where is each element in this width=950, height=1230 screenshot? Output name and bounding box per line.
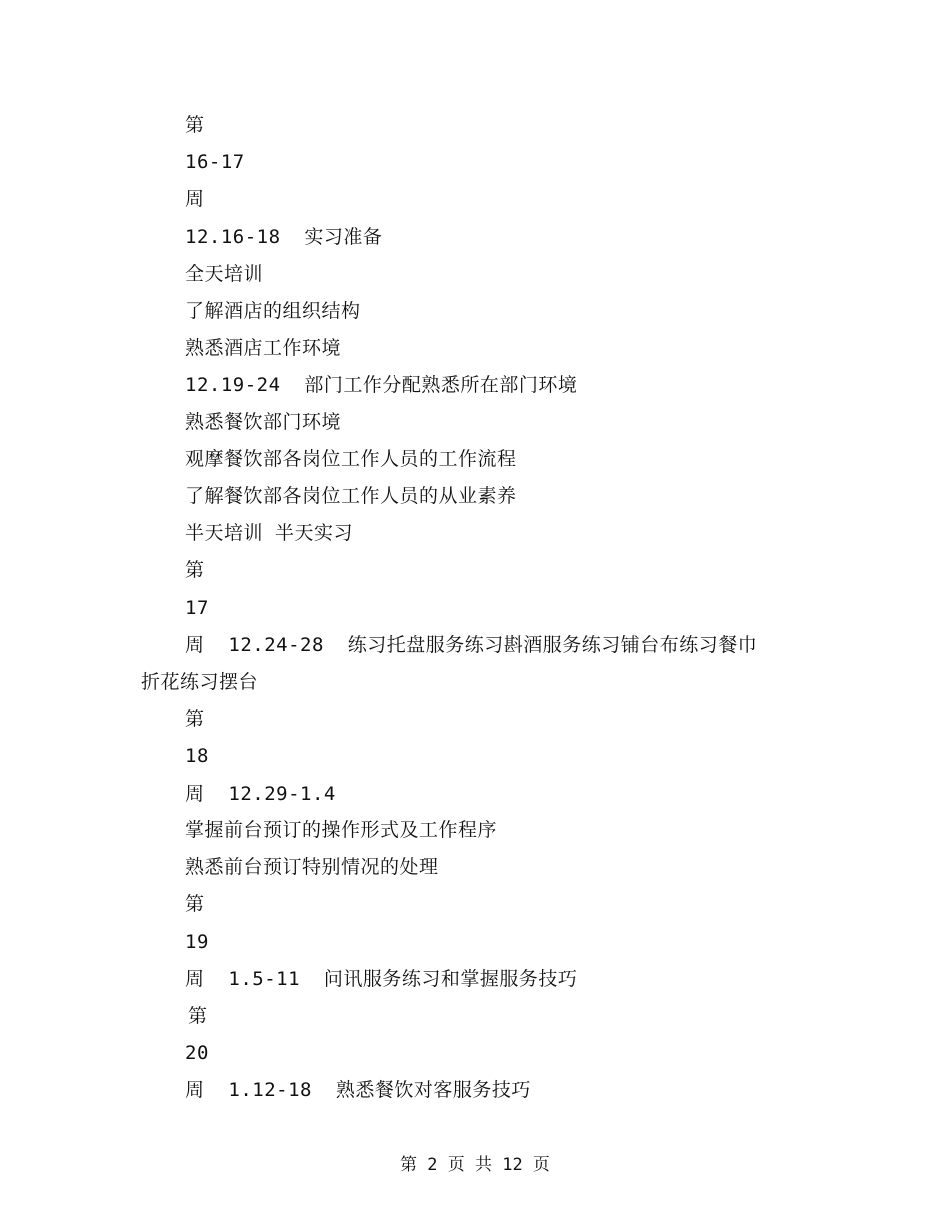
text-line: 周 1.5-11 问讯服务练习和掌握服务技巧 xyxy=(185,968,578,990)
text-line: 周 xyxy=(185,188,205,210)
text-line: 第 xyxy=(185,114,205,136)
text-line: 了解餐饮部各岗位工作人员的从业素养 xyxy=(185,485,517,507)
text-line: 周 12.29-1.4 xyxy=(185,783,336,805)
text-line: 12.19-24 部门工作分配熟悉所在部门环境 xyxy=(185,374,578,396)
text-line: 熟悉酒店工作环境 xyxy=(185,337,342,359)
text-line: 第 xyxy=(185,559,205,581)
text-line: 12.16-18 实习准备 xyxy=(185,226,383,248)
text-line: 20 xyxy=(185,1042,209,1064)
text-line: 16-17 xyxy=(185,151,245,173)
text-line: 18 xyxy=(185,745,209,767)
text-line: 折花练习摆台 xyxy=(141,671,259,693)
text-line: 17 xyxy=(185,597,209,619)
text-line: 掌握前台预订的操作形式及工作程序 xyxy=(185,819,498,841)
text-line: 周 1.12-18 熟悉餐饮对客服务技巧 xyxy=(185,1079,531,1101)
text-line: 第 xyxy=(188,1005,208,1027)
text-line: 半天培训 半天实习 xyxy=(185,522,353,544)
text-line: 了解酒店的组织结构 xyxy=(185,300,361,322)
text-line: 周 12.24-28 练习托盘服务练习斟酒服务练习铺台布练习餐巾 xyxy=(185,634,758,656)
page-footer: 第 2 页 共 12 页 xyxy=(400,1155,550,1175)
text-line: 第 xyxy=(185,893,205,915)
text-line: 熟悉餐饮部门环境 xyxy=(185,411,342,433)
text-line: 观摩餐饮部各岗位工作人员的工作流程 xyxy=(185,448,517,470)
text-line: 19 xyxy=(185,931,209,953)
text-line: 第 xyxy=(185,708,205,730)
text-line: 全天培训 xyxy=(185,263,264,285)
text-line: 熟悉前台预订特别情况的处理 xyxy=(185,856,439,878)
